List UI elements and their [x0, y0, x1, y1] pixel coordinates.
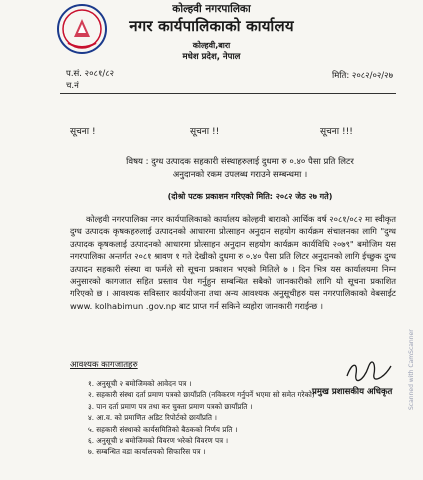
subject-line-1: विषय : दुग्ध उत्पादक सहकारी संस्थाहरुलाई दुधमा रु ०.४० पैसा प्रति लिटर [126, 157, 354, 167]
documents-title: आवश्यक कागजातहरु [70, 360, 138, 370]
divider-top [60, 93, 396, 94]
notice-label-2: सूचना !! [190, 127, 220, 137]
list-item: ५. सहकारी संस्थाको कार्यसमितिको बैठकको निर्णय प्रति । [88, 424, 238, 434]
list-item: ७. सम्बन्धित वडा कार्यालयको सिफारिस पत्र । [88, 447, 206, 457]
signature-scribble [344, 360, 394, 382]
office-name: नगर कार्यपालिकाको कार्यालय [129, 17, 294, 35]
dispatch-number: च.नं [66, 81, 79, 91]
list-item: ३. पान दर्ता प्रमाण पत्र तथा कर चुक्ता प्रमाण पत्रको छायाँप्रति । [88, 401, 253, 411]
list-item: २. सहकारी संस्था दर्ता प्रमाण पत्रको छायाँप्रति (नविकरण गर्नुपर्ने भएमा सो समेत गरेको) [88, 390, 315, 400]
body-paragraph: कोल्हवी नगरपालिका नगर कार्यपालिकाको कार्यालय कोल्हवी बाराको आर्थिक वर्ष २०८१/०८२ मा स्वीकृत दुग्ध उत्पादक कृषकहरुलाई उत्पादनको आधारमा प्रोत्साहन अनुदान सहयोग कार्यक्रम संचालनका लागि "दुग्ध उत्पादक कृषकलाई उत्पादनको आधारमा प्रोत्साहन अनुदान सहयोग कार्यक्रम कार्यविधि २०७९" बमोजिम यस नगरपालिका अन्तर्गत २०८१ श्रावण १ गते देखीको दुधमा रु ०.४० पैसा प्रति लिटर अनुदानको लागि ईच्छुक दुग्ध उत्पादन सहकारी संस्था वा फर्मले सो सूचना प्रकाशन भएको मितिले ७ । दिन भित्र यस कार्यालयमा निम्न अनुसारको कागजात सहित प्रस्ताव पेश गर्नुहुन सम्बन्धित सबैको जानकारीको लागि यो सूचना प्रकाशित गरिएको छ । आवश्यक सविस्तार कार्ययोजना तथा अन्य आवश्यक अनुसूचीहरु यस नगरपालिकाको वेबसाईट www. kolhabimun .gov.np बाट प्राप्त गर्न सकिने व्यहोरा जानकारी गराईन्छ । [70, 214, 396, 311]
letter-date: मिति: २०८२/०२/२७ [332, 71, 393, 81]
subject-block [90, 156, 390, 182]
notice-label-3: सूचना !!! [320, 127, 353, 137]
signatory-title: प्रमुख प्रशासकीय अधिकृत [312, 387, 393, 397]
list-item: ६. अनुसूची ४ बमोजिमको विवरण भरेको विवरण पत्र । [88, 436, 229, 446]
municipality-name: कोल्हवी नगरपालिका [172, 3, 251, 15]
republish-note: (दोश्रो पटक प्रकाशन गरिएको मिति: २०८२ जेठ २७ गते) [167, 192, 333, 201]
address-line-1: कोल्हवी,बारा [192, 41, 231, 50]
list-item: १. अनुसूची २ बमोजिमको आवेदन पत्र । [88, 379, 192, 388]
list-item: ४. आ.व. को प्रमाणित अडिट रिपोर्टको छायाँप्रति । [88, 413, 217, 423]
letter-number: प.सं. २०८१/८२ [66, 69, 115, 79]
scanner-watermark: Scanned with CamScanner [408, 329, 415, 410]
documents-list [88, 378, 315, 458]
letter-reference [66, 68, 114, 92]
address-line-2: मधेश प्रदेश, नेपाल [182, 52, 241, 62]
subject-line-2: अनुदानको रकम उपलब्ध गराउने सम्बन्धमा । [172, 170, 308, 180]
notice-label-1: सूचना ! [70, 127, 96, 137]
